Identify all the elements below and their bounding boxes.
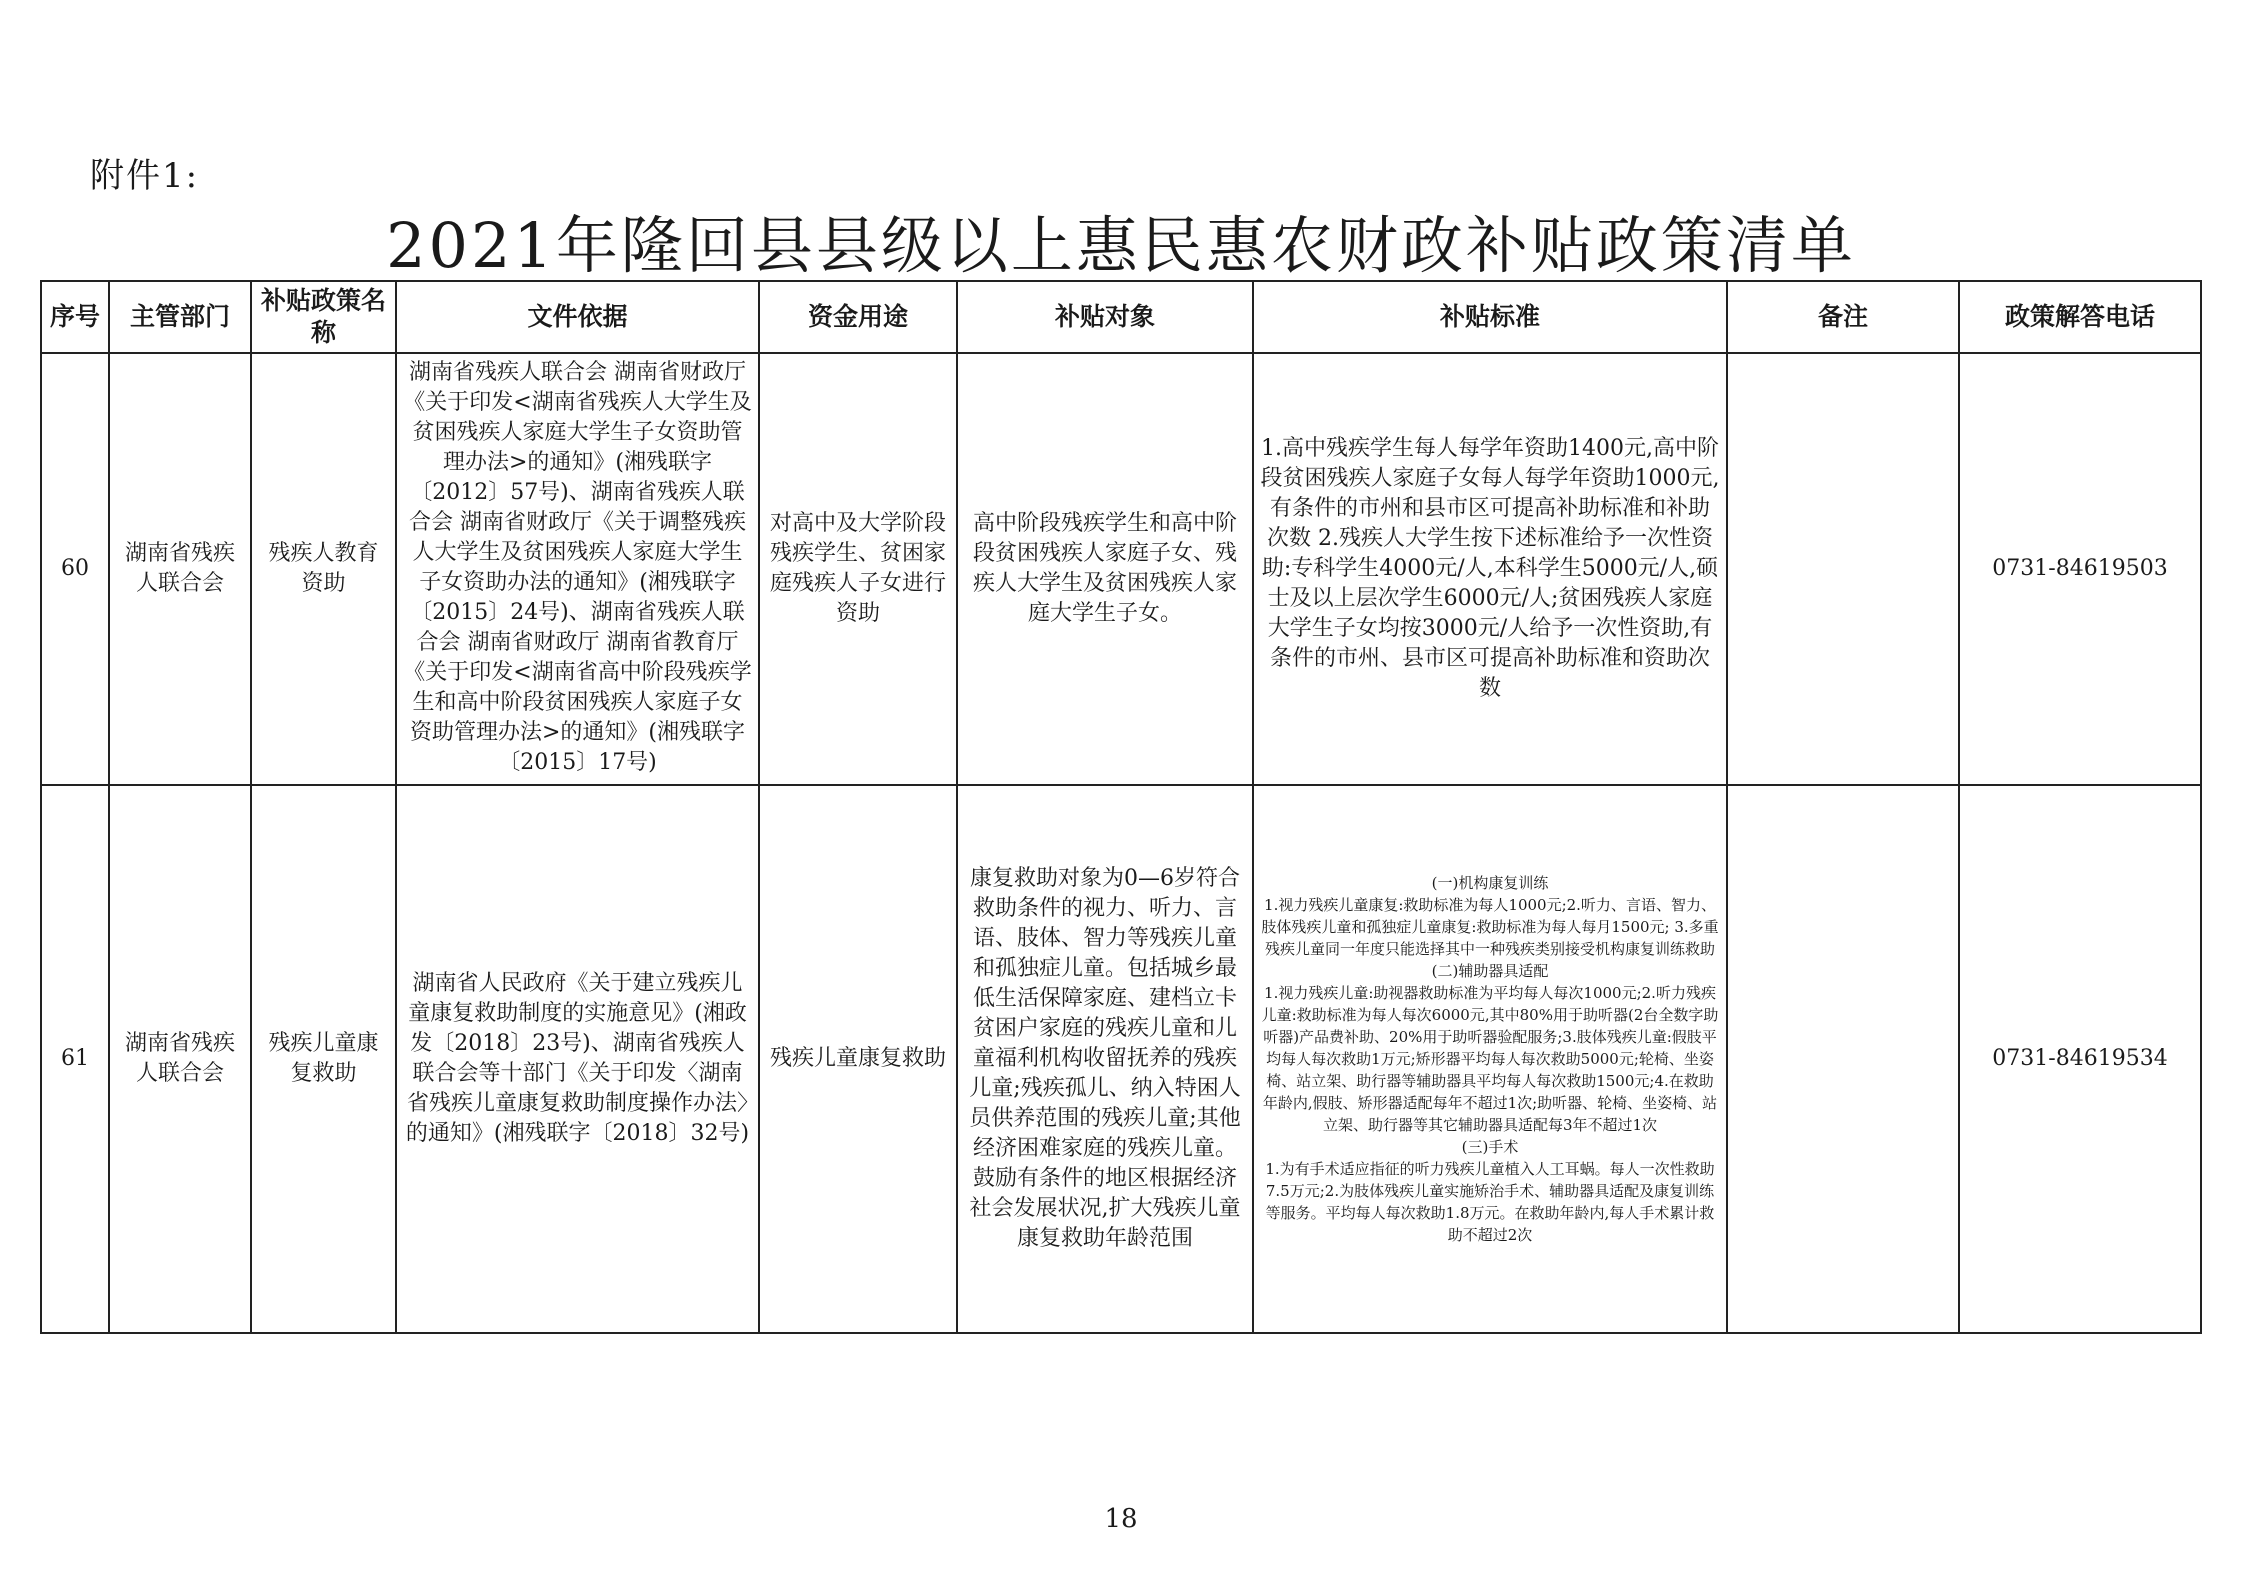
row-target: 高中阶段残疾学生和高中阶段贫困残疾人家庭子女、残疾人大学生及贫困残疾人家庭大学生子女。 <box>957 353 1253 785</box>
row-basis: 湖南省人民政府《关于建立残疾儿童康复救助制度的实施意见》(湘政发〔2018〕23号)、湖南省残疾人联合会等十部门《关于印发〈湖南省残疾儿童康复救助制度操作办法〉的通知》(湘残联字〔2018〕32号) <box>396 785 759 1333</box>
standard-section-text: 1.视力残疾儿童康复:救助标准为每人1000元;2.听力、言语、智力、肢体残疾儿童和孤独症儿童康复:救助标准为每人每月1500元; 3.多重残疾儿童同一年度只能选择其中一种残疾类别接受机构康复训练救助 <box>1261 896 1719 958</box>
row-policy-name: 残疾人教育资助 <box>251 353 396 785</box>
row-phone: 0731-84619534 <box>1959 785 2201 1333</box>
col-header-standard: 补贴标准 <box>1253 281 1727 353</box>
standard-section-heading: (二)辅助器具适配 <box>1431 962 1549 980</box>
attachment-label: 附件1: <box>90 156 200 196</box>
page-number: 18 <box>1104 1504 1138 1534</box>
col-header-basis: 文件依据 <box>396 281 759 353</box>
standard-section-heading: (三)手术 <box>1461 1138 1519 1156</box>
policy-table <box>40 280 2202 1334</box>
standard-section-heading: (一)机构康复训练 <box>1431 874 1549 892</box>
row-no: 60 <box>41 353 109 785</box>
col-header-fund-use: 资金用途 <box>759 281 957 353</box>
col-header-policy-name: 补贴政策名称 <box>251 281 396 353</box>
row-standard: 1.高中残疾学生每人每学年资助1400元,高中阶段贫困残疾人家庭子女每人每学年资助1000元,有条件的市州和县市区可提高补助标准和补助次数 2.残疾人大学生按下述标准给予一次性资助:专科学生4000元/人,本科学生5000元/人,硕士及以上层次学生6000元/人;贫困残疾人家庭大学生子女均按3000元/人给予一次性资助,有条件的市州、县市区可提高补助标准和资助次数 <box>1253 353 1727 785</box>
row-fund-use: 对高中及大学阶段残疾学生、贫困家庭残疾人子女进行资助 <box>759 353 957 785</box>
col-header-target: 补贴对象 <box>957 281 1253 353</box>
row-basis: 湖南省残疾人联合会 湖南省财政厅《关于印发<湖南省残疾人大学生及贫困残疾人家庭大学生子女资助管理办法>的通知》(湘残联字〔2012〕57号)、湖南省残疾人联合会 湖南省财政厅《关于调整残疾人大学生及贫困残疾人家庭大学生子女资助办法的通知》(湘残联字〔2015〕24号)、湖南省残疾人联合会 湖南省财政厅 湖南省教育厅《关于印发<湖南省高中阶段残疾学生和高中阶段贫困残疾人家庭子女资助管理办法>的通知》(湘残联字〔2015〕17号) <box>396 353 759 785</box>
row-standard <box>1253 785 1727 1333</box>
document-title: 2021年隆回县县级以上惠民惠农财政补贴政策清单 <box>386 209 1856 282</box>
table-row <box>41 785 2201 1333</box>
table-row <box>41 353 2201 785</box>
col-header-department: 主管部门 <box>109 281 251 353</box>
col-header-no: 序号 <box>41 281 109 353</box>
row-policy-name: 残疾儿童康复救助 <box>251 785 396 1333</box>
col-header-phone: 政策解答电话 <box>1959 281 2201 353</box>
row-target: 康复救助对象为0—6岁符合救助条件的视力、听力、言语、肢体、智力等残疾儿童和孤独症儿童。包括城乡最低生活保障家庭、建档立卡贫困户家庭的残疾儿童和儿童福利机构收留抚养的残疾儿童;残疾孤儿、纳入特困人员供养范围的残疾儿童;其他经济困难家庭的残疾儿童。鼓励有条件的地区根据经济社会发展状况,扩大残疾儿童康复救助年龄范围 <box>957 785 1253 1333</box>
row-department: 湖南省残疾人联合会 <box>109 353 251 785</box>
row-fund-use: 残疾儿童康复救助 <box>759 785 957 1333</box>
row-no: 61 <box>41 785 109 1333</box>
row-remark <box>1727 785 1959 1333</box>
col-header-remark: 备注 <box>1727 281 1959 353</box>
row-phone: 0731-84619503 <box>1959 353 2201 785</box>
standard-section-text: 1.为有手术适应指征的听力残疾儿童植入人工耳蜗。每人一次性救助7.5万元;2.为肢体残疾儿童实施矫治手术、辅助器具适配及康复训练等服务。平均每人每次救助1.8万元。在救助年龄内,每人手术累计救助不超过2次 <box>1265 1160 1715 1244</box>
row-remark <box>1727 353 1959 785</box>
row-department: 湖南省残疾人联合会 <box>109 785 251 1333</box>
standard-section-text: 1.视力残疾儿童:助视器救助标准为平均每人每次1000元;2.听力残疾儿童:救助标准为每人每次6000元,其中80%用于助听器(2台全数字助听器)产品费补助、20%用于助听器验配服务;3.肢体残疾儿童:假肢平均每人每次救助1万元;矫形器平均每人每次救助5000元;轮椅、坐姿椅、站立架、助行器等辅助器具平均每人每次救助1500元;4.在救助年龄内,假肢、矫形器适配每年不超过1次;助听器、轮椅、坐姿椅、站立架、助行器等其它辅助器具适配每3年不超过1次 <box>1261 984 1719 1134</box>
table-header-row <box>41 281 2201 353</box>
